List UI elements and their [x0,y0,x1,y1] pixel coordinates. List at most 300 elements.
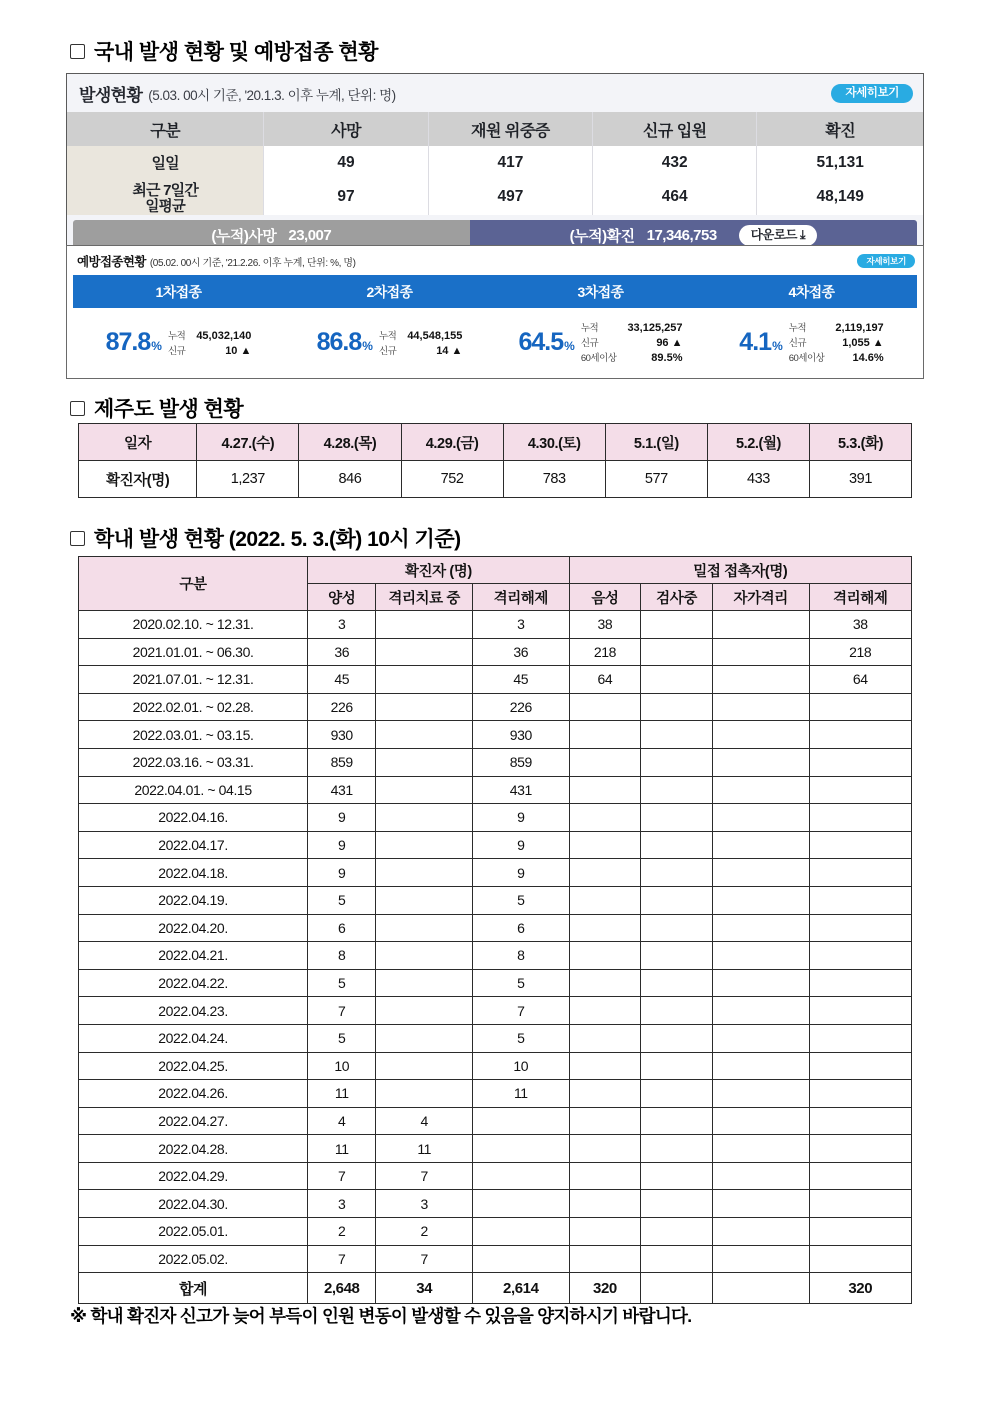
school-row-cell-3 [569,693,641,721]
outbreak-row1-label-line1: 최근 7일간 [132,182,199,199]
dose-header-3: 3차접종 [577,284,624,300]
school-sub-2: 격리해제 [473,584,570,611]
school-row-cell-1 [376,831,473,859]
school-row-cell-4 [641,997,713,1025]
dose-2-v1: 14 ▲ [436,344,463,357]
table-row [79,1190,912,1218]
dose-2-k1: 신규 [378,345,397,357]
school-total-cell-3: 320 [569,1273,641,1304]
school-row-cell-4 [641,1024,713,1052]
school-row-cell-2: 3 [473,611,570,639]
outbreak-row1-v0: 97 [264,179,428,215]
school-row-cell-1 [376,1024,473,1052]
outbreak-card-subtitle: (5.03. 00시 기준, '20.1.3. 이후 누계, 단위: 명) [148,87,396,103]
school-row-cell-1 [376,1080,473,1108]
school-row-cell-3 [569,1135,641,1163]
school-row-cell-4 [641,666,713,694]
school-row-cell-2 [473,1162,570,1190]
dose-4-percent-unit: % [772,338,782,353]
outbreak-col-2: 재원 위중증 [428,112,592,146]
school-sub-0: 양성 [308,584,376,611]
school-row-date: 2022.04.25. [79,1052,308,1080]
school-row-cell-4 [641,1218,713,1246]
table-row [79,721,912,749]
jeju-header-row [79,424,912,461]
dose-2-v0: 44,548,155 [407,329,463,342]
school-row-cell-3 [569,942,641,970]
table-row [79,886,912,914]
school-row-cell-1: 7 [376,1245,473,1273]
school-row-date: 2022.04.27. [79,1107,308,1135]
outbreak-status-card [66,73,924,258]
school-row-cell-4 [641,721,713,749]
vaccination-dose-header [73,275,917,308]
school-row-date: 2022.05.01. [79,1218,308,1246]
school-row-cell-6 [809,914,912,942]
dose-header-4: 4차접종 [788,284,835,300]
outbreak-row0-v2: 432 [593,146,757,179]
school-row-cell-1 [376,804,473,832]
school-row-cell-4 [641,1190,713,1218]
school-row-cell-2: 431 [473,776,570,804]
school-row-cell-2: 930 [473,721,570,749]
school-sub-1: 격리치료 중 [376,584,473,611]
school-row-cell-0: 4 [308,1107,376,1135]
school-row-cell-6 [809,1190,912,1218]
school-row-cell-3: 64 [569,666,641,694]
school-row-cell-0: 431 [308,776,376,804]
school-row-cell-4 [641,914,713,942]
school-row-cell-3 [569,886,641,914]
school-row-cell-3 [569,804,641,832]
school-row-cell-1 [376,1052,473,1080]
school-row-cell-3 [569,1052,641,1080]
outbreak-col-1: 사망 [264,112,428,146]
school-row-cell-0: 7 [308,1245,376,1273]
school-total-cell-4 [641,1273,713,1304]
school-row-cell-5 [712,1245,809,1273]
school-row-cell-2 [473,1107,570,1135]
school-row-cell-2: 9 [473,831,570,859]
school-row-cell-4 [641,942,713,970]
school-row-cell-5 [712,942,809,970]
school-row-cell-3 [569,1245,641,1273]
cumulative-confirmed-label: (누적)확진 [569,227,635,245]
school-row-cell-3: 38 [569,611,641,639]
school-row-cell-4 [641,1107,713,1135]
jeju-table [78,423,912,498]
school-row-date: 2022.04.16. [79,804,308,832]
dose-1-percent-unit: % [151,338,161,353]
table-row [79,776,912,804]
download-button[interactable]: 다운로드 ⤓ [739,225,817,246]
school-row-cell-4 [641,693,713,721]
dose-4-k0: 누적 [788,323,807,334]
dose-cell-4 [706,320,917,364]
school-row-cell-1 [376,693,473,721]
school-row-cell-3 [569,1107,641,1135]
school-row-date: 2022.04.30. [79,1190,308,1218]
school-row-cell-5 [712,1190,809,1218]
school-row-cell-2: 859 [473,748,570,776]
school-row-date: 2022.04.24. [79,1024,308,1052]
school-row-cell-3 [569,969,641,997]
school-row-cell-6 [809,1162,912,1190]
school-row-cell-0: 36 [308,638,376,666]
cumulative-death-value: 23,007 [288,226,332,244]
school-row-cell-1 [376,638,473,666]
school-group-header-row [79,557,912,584]
jeju-val-4: 577 [605,461,707,498]
school-row-date: 2022.04.22. [79,969,308,997]
school-row-date: 2022.04.29. [79,1162,308,1190]
school-row-cell-3 [569,748,641,776]
vaccination-card-subtitle: (05.02. 00시 기준, '21.2.26. 이후 누계, 단위: %, 명) [149,257,356,269]
school-row-cell-2: 5 [473,1024,570,1052]
school-row-cell-4 [641,1162,713,1190]
dose-3-v2: 89.5% [651,352,683,364]
table-row [79,1135,912,1163]
school-row-cell-4 [641,638,713,666]
school-row-cell-6 [809,804,912,832]
school-row-cell-5 [712,611,809,639]
dose-3-k1: 신규 [580,338,599,349]
outbreak-row0-v3: 51,131 [816,153,864,171]
school-row-cell-4 [641,886,713,914]
table-row [79,666,912,694]
school-row-cell-4 [641,1135,713,1163]
school-row-cell-0: 45 [308,666,376,694]
table-row [79,461,912,498]
table-row [79,969,912,997]
school-row-cell-0: 5 [308,886,376,914]
table-row [79,997,912,1025]
table-row [79,1024,912,1052]
school-row-cell-2: 226 [473,693,570,721]
footnote: ※ 학내 확진자 신고가 늦어 부득이 인원 변동이 발생할 수 있음을 양지하시기 바랍니다. [70,1306,692,1326]
school-row-cell-5 [712,1080,809,1108]
cumulative-death-label: (누적)사망 [211,227,277,245]
school-row-date: 2022.04.26. [79,1080,308,1108]
school-row-cell-0: 11 [308,1135,376,1163]
school-row-cell-0: 7 [308,997,376,1025]
dose-2-percent-value: 86.8 [316,327,362,356]
school-row-cell-5 [712,721,809,749]
table-row [79,1245,912,1273]
dose-2-percent [316,327,372,356]
school-row-cell-2 [473,1218,570,1246]
dose-4-percent [739,327,782,356]
school-row-cell-0: 6 [308,914,376,942]
school-row-date: 2022.03.01. ~ 03.15. [79,721,308,749]
school-row-cell-2: 7 [473,997,570,1025]
bullet-square-icon [70,44,85,59]
school-row-cell-0: 7 [308,1162,376,1190]
school-row-cell-6 [809,776,912,804]
school-row-cell-1 [376,914,473,942]
dose-cell-1 [73,320,284,364]
school-row-date: 2022.04.21. [79,942,308,970]
jeju-val-1: 846 [299,461,401,498]
table-row [79,611,912,639]
dose-2-details [379,328,462,357]
dose-cell-3 [495,320,706,364]
outbreak-table-header-row [67,112,923,146]
school-table-body [79,611,912,1304]
school-row-cell-1: 3 [376,1190,473,1218]
school-row-cell-5 [712,969,809,997]
bullet-square-icon [70,401,85,416]
table-row [79,804,912,832]
cumulative-confirmed-value: 17,346,753 [646,226,717,244]
jeju-col-0: 일자 [79,424,197,461]
vaccination-dose-values [73,308,917,378]
school-row-cell-3 [569,914,641,942]
school-row-date: 2020.02.10. ~ 12.31. [79,611,308,639]
jeju-val-6: 391 [810,461,912,498]
school-row-date: 2021.01.01. ~ 06.30. [79,638,308,666]
school-row-cell-2 [473,1245,570,1273]
school-row-cell-6: 64 [809,666,912,694]
jeju-col-5: 5.1.(일) [605,424,707,461]
dose-3-k2: 60세이상 [580,353,617,364]
school-row-cell-3 [569,1080,641,1108]
school-row-cell-0: 9 [308,831,376,859]
school-row-cell-6 [809,997,912,1025]
dose-1-percent [105,327,161,356]
dose-1-k1: 신규 [167,345,186,357]
school-row-date: 2022.04.17. [79,831,308,859]
outbreak-row1-v2: 464 [593,179,757,215]
school-row-cell-1 [376,886,473,914]
school-row-cell-6 [809,1024,912,1052]
school-total-row [79,1273,912,1304]
school-row-cell-0: 10 [308,1052,376,1080]
school-group-confirmed: 확진자 (명) [308,557,570,584]
dose-4-v1: 1,055 ▲ [842,337,884,349]
school-table [78,556,912,1304]
school-row-cell-6 [809,969,912,997]
school-row-cell-2 [473,1135,570,1163]
school-sub-5: 자가격리 [712,584,809,611]
school-total-label: 합계 [79,1273,308,1304]
section-heading-jeju [70,393,243,423]
school-row-cell-4 [641,1052,713,1080]
school-row-cell-5 [712,859,809,887]
school-total-cell-0: 2,648 [308,1273,376,1304]
school-row-cell-5 [712,914,809,942]
dose-1-details [168,328,251,357]
school-row-cell-5 [712,886,809,914]
dose-header-1: 1차접종 [155,284,202,300]
school-row-cell-1 [376,776,473,804]
dose-2-percent-unit: % [362,338,372,353]
school-row-cell-1 [376,942,473,970]
outbreak-card-title: 발생현황 [79,86,143,105]
school-row-cell-1: 4 [376,1107,473,1135]
school-row-cell-5 [712,1024,809,1052]
school-group-col-0: 구분 [79,557,308,611]
vaccination-status-card [66,245,924,379]
school-row-cell-3: 218 [569,638,641,666]
school-row-cell-6 [809,693,912,721]
outbreak-col-4: 확진 [757,112,923,146]
school-row-cell-5 [712,1162,809,1190]
school-row-cell-5 [712,1135,809,1163]
dose-4-v0: 2,119,197 [835,322,884,334]
school-row-cell-1 [376,666,473,694]
school-row-cell-3 [569,859,641,887]
dose-3-percent-unit: % [564,338,574,353]
school-row-cell-6: 218 [809,638,912,666]
school-row-cell-3 [569,997,641,1025]
dose-4-k1: 신규 [788,338,807,349]
school-row-cell-0: 2 [308,1218,376,1246]
school-row-cell-5 [712,638,809,666]
school-row-cell-5 [712,748,809,776]
table-row [79,1107,912,1135]
school-row-cell-0: 9 [308,804,376,832]
outbreak-col-3: 신규 입원 [593,112,757,146]
school-row-cell-4 [641,776,713,804]
table-row [79,859,912,887]
jeju-val-3: 783 [503,461,605,498]
dose-4-k2: 60세이상 [788,353,825,364]
school-row-cell-0: 9 [308,859,376,887]
school-row-cell-3 [569,1024,641,1052]
school-row-cell-2: 9 [473,804,570,832]
school-row-cell-4 [641,859,713,887]
school-row-cell-2: 11 [473,1080,570,1108]
school-row-cell-5 [712,693,809,721]
school-total-cell-5 [712,1273,809,1304]
school-row-date: 2022.05.02. [79,1245,308,1273]
jeju-col-3: 4.29.(금) [401,424,503,461]
school-row-cell-2: 9 [473,859,570,887]
school-row-cell-3 [569,1218,641,1246]
school-row-cell-0: 11 [308,1080,376,1108]
school-row-cell-6 [809,1218,912,1246]
dose-1-k0: 누적 [167,330,186,342]
jeju-col-4: 4.30.(토) [503,424,605,461]
school-row-cell-3 [569,1190,641,1218]
school-row-cell-3 [569,721,641,749]
outbreak-col-0: 구분 [67,112,264,146]
school-row-date: 2022.04.01. ~ 04.15 [79,776,308,804]
school-row-cell-6 [809,1107,912,1135]
school-row-cell-4 [641,611,713,639]
jeju-val-2: 752 [401,461,503,498]
school-row-cell-1: 11 [376,1135,473,1163]
school-row-cell-0: 5 [308,969,376,997]
school-row-date: 2022.04.18. [79,859,308,887]
school-row-cell-2: 45 [473,666,570,694]
school-row-cell-5 [712,1052,809,1080]
jeju-col-6: 5.2.(월) [707,424,809,461]
school-row-cell-6 [809,721,912,749]
school-row-cell-6 [809,748,912,776]
jeju-col-7: 5.3.(화) [810,424,912,461]
school-row-cell-0: 5 [308,1024,376,1052]
section-title-school: 학내 발생 현황 (2022. 5. 3.(화) 10시 기준) [94,528,461,551]
vaccination-card-title: 예방접종현황 [77,255,146,269]
school-row-cell-1: 7 [376,1162,473,1190]
school-row-cell-5 [712,997,809,1025]
school-row-cell-5 [712,831,809,859]
school-row-cell-6 [809,942,912,970]
dose-3-k0: 누적 [580,323,599,334]
school-row-cell-5 [712,1218,809,1246]
school-group-contacts: 밀접 접촉자(명) [569,557,911,584]
school-row-date: 2022.02.01. ~ 02.28. [79,693,308,721]
school-row-cell-6 [809,1135,912,1163]
jeju-val-5: 433 [707,461,809,498]
school-row-cell-2: 5 [473,969,570,997]
school-row-cell-1: 2 [376,1218,473,1246]
table-row [79,831,912,859]
school-total-cell-1: 34 [376,1273,473,1304]
dose-3-details [581,320,683,364]
school-row-cell-0: 3 [308,1190,376,1218]
school-row-cell-5 [712,1107,809,1135]
dose-4-v2: 14.6% [852,352,884,364]
section-heading-school [70,523,461,553]
school-row-cell-4 [641,748,713,776]
school-row-cell-0: 8 [308,942,376,970]
table-row [79,748,912,776]
dose-3-v0: 33,125,257 [627,322,683,334]
outbreak-detail-button[interactable]: 자세히보기 [831,84,913,104]
dose-3-percent [518,327,574,356]
school-row-cell-2: 36 [473,638,570,666]
school-row-date: 2022.04.19. [79,886,308,914]
table-row [79,693,912,721]
jeju-col-2: 4.28.(목) [299,424,401,461]
school-row-cell-1 [376,969,473,997]
dose-3-v1: 96 ▲ [656,337,683,349]
outbreak-row0-v0: 49 [264,146,428,179]
table-row [67,179,923,215]
school-row-cell-4 [641,804,713,832]
table-row [79,942,912,970]
school-sub-4: 검사중 [641,584,713,611]
school-row-cell-2: 6 [473,914,570,942]
school-row-cell-6: 38 [809,611,912,639]
school-row-cell-6 [809,886,912,914]
bullet-square-icon [70,531,85,546]
outbreak-row1-label [67,179,264,215]
school-row-cell-3 [569,831,641,859]
vaccination-card-header [67,246,923,275]
dose-2-k0: 누적 [378,330,397,342]
dose-1-v1: 10 ▲ [225,344,252,357]
school-row-cell-4 [641,1080,713,1108]
school-row-cell-4 [641,969,713,997]
jeju-row-label: 확진자(명) [79,461,197,498]
school-row-cell-6 [809,831,912,859]
dose-1-v0: 45,032,140 [196,329,252,342]
jeju-col-1: 4.27.(수) [197,424,299,461]
school-row-cell-6 [809,1052,912,1080]
school-sub-6: 격리해제 [809,584,912,611]
school-row-date: 2022.04.28. [79,1135,308,1163]
school-sub-3: 음성 [569,584,641,611]
dose-4-details [789,320,884,364]
school-row-cell-0: 226 [308,693,376,721]
school-row-date: 2022.04.23. [79,997,308,1025]
vaccination-detail-button[interactable]: 자세히보기 [857,254,915,269]
outbreak-card-header [67,74,923,112]
